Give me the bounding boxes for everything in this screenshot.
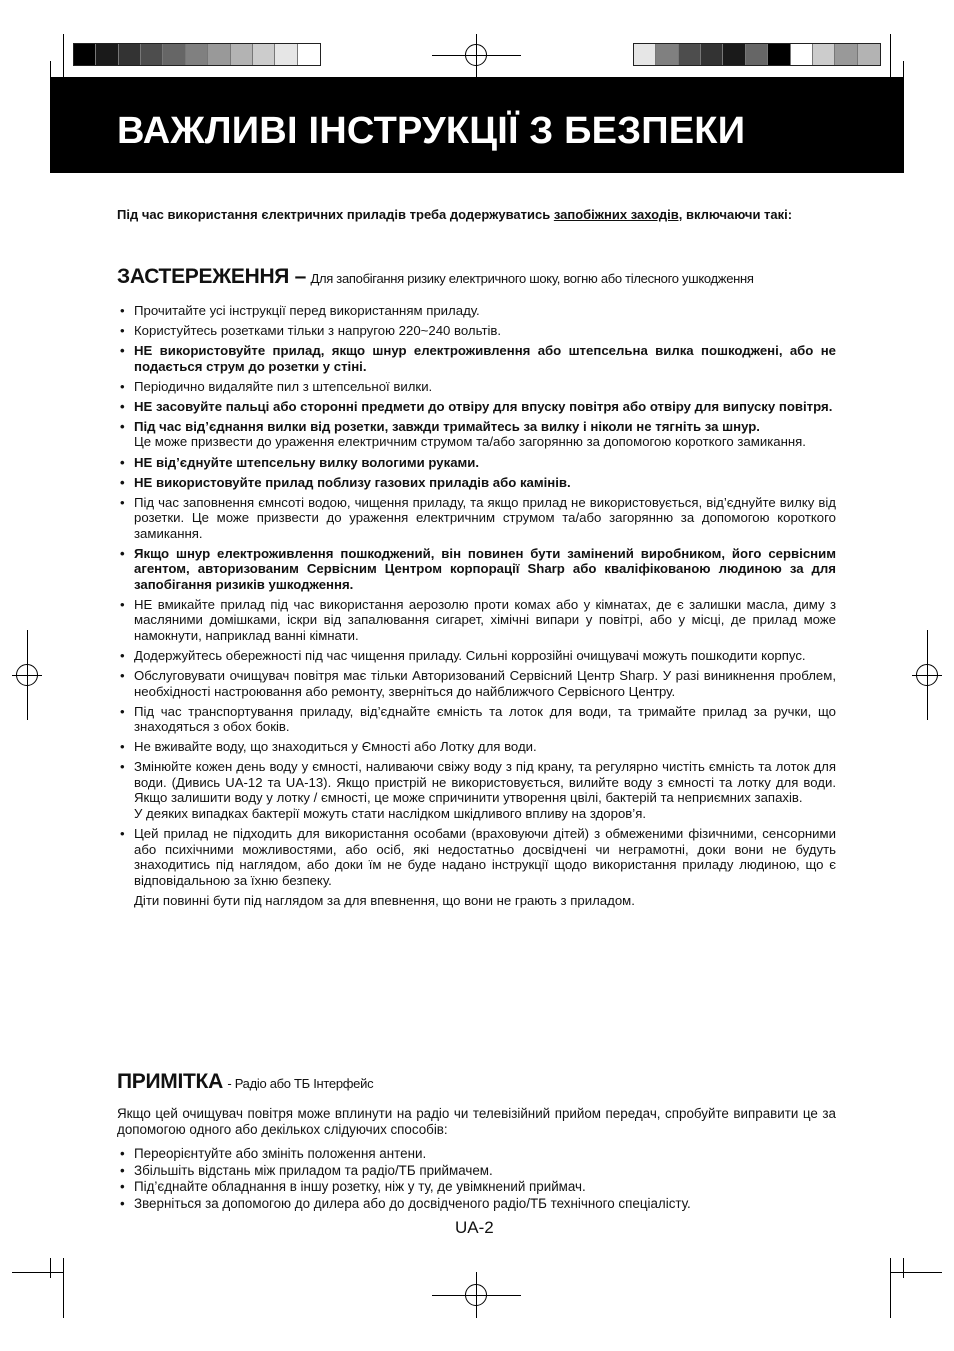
warning-item	[119, 495, 836, 542]
color-swatch	[141, 44, 163, 65]
warning-item	[119, 739, 836, 755]
warning-item	[119, 379, 836, 395]
warning-item	[119, 648, 836, 664]
warning-item-text: Змінюйте кожен день воду у ємності, наливаючи свіжу воду з під крану, та регулярно чистіть ємність та лоток для води. (Дивись UA-12 та UA-13). Якщо пристрій не використовується, вилийте воду з ємності та лотку для води. Якщо залишити воду у лотку / ємності, це може спричинити утворення цвілі, бактерій та неприємних запахів.	[134, 759, 836, 806]
color-swatch	[275, 44, 297, 65]
warning-item	[119, 759, 836, 821]
intro-underlined: запобіжних заходів,	[553, 207, 683, 222]
color-swatch	[701, 44, 723, 65]
warning-item	[119, 419, 836, 450]
warning-item	[119, 668, 836, 699]
warning-list	[119, 303, 836, 913]
color-swatch	[858, 44, 880, 65]
note-item: • Переорієнтуйте або змініть положення антени.	[119, 1146, 836, 1163]
warning-item-text: Обслуговувати очищувач повітря має тільки Авторизований Сервісний Центр Sharp. У разі виникнення проблем, необхідності настроювання або ремонту, зверніться до найближчого Сервісного Центру.	[134, 668, 836, 699]
warning-item-text: Не вживайте воду, що знаходиться у Ємності або Лотку для води.	[134, 739, 537, 755]
color-swatch	[231, 44, 253, 65]
warning-item-text: Користуйтесь розетками тільки з напругою 220~240 вольтів.	[134, 323, 502, 339]
color-swatch	[746, 44, 768, 65]
color-swatch	[656, 44, 678, 65]
note-list	[119, 1146, 836, 1212]
warning-item-text: НЕ використовуйте прилад поблизу газових приладів або камінів.	[134, 474, 571, 490]
registration-mark-left-icon	[16, 664, 38, 686]
note-item: • Під’єднайте обладнання в іншу розетку, ніж у ту, де увімкнений приймач.	[119, 1179, 836, 1196]
color-swatch	[186, 44, 208, 65]
intro-paragraph	[117, 206, 836, 223]
note-title: ПРИМІТКА	[117, 1070, 223, 1093]
color-swatch	[634, 44, 656, 65]
note-paragraph: Якщо цей очищувач повітря може вплинути на радіо чи телевізійний прийом передач, спробуйте виправити це за допомогою одного або декількох слідуючих способів:	[117, 1106, 836, 1137]
color-swatch	[163, 44, 185, 65]
warning-item-extra-text: Це може призвести до ураження електричним струмом та/або загорянню за допомогою короткого замикання.	[134, 434, 806, 450]
note-item: • Зверніться за допомогою до дилера або до досвідченого радіо/ТБ технічного спеціалісту.	[119, 1196, 836, 1213]
warning-item-text: Періодично видаляйте пил з штепсельної вилки.	[134, 378, 433, 394]
registration-mark-right-icon	[916, 664, 938, 686]
color-swatch	[679, 44, 701, 65]
page-title: ВАЖЛИВІ ІНСТРУКЦІЇ З БЕЗПЕКИ	[117, 110, 746, 152]
warning-item-text: НЕ використовуйте прилад, якщо шнур електроживлення або штепсельна вилка пошкоджені, або не подається струм до розетки у стіні.	[134, 343, 836, 374]
color-swatch	[723, 44, 745, 65]
warning-item-text: Прочитайте усі інструкції перед використанням приладу.	[134, 303, 480, 318]
intro-text: Під час використання єлектричних приладів треба додержуватись	[117, 207, 554, 222]
warning-item-extra-text: У деяких випадках бактерії можуть стати наслідком шкідливого впливу на здоров’я.	[134, 805, 647, 821]
color-swatch	[208, 44, 230, 65]
warning-item	[119, 826, 836, 888]
warning-item	[119, 704, 836, 735]
title-banner	[50, 77, 904, 173]
color-swatch	[96, 44, 118, 65]
warning-item-text: НЕ вмикайте прилад під час використання аерозолю проти комах або у кімнатах, де є залишки масла, диму з масляними домішками, іскри від запалювання сигарет, хімічні випари у повітрі, або у місці, де прилад може намокнути, наприклад ванні кімнати.	[134, 596, 836, 643]
color-calibration-bar-right	[633, 43, 881, 66]
warning-item	[119, 893, 836, 909]
note-heading	[117, 1070, 373, 1094]
color-swatch	[253, 44, 275, 65]
color-swatch	[298, 44, 320, 65]
warning-item-text: НЕ засовуйте пальці або сторонні предмети до отвіру для впуску повітря або отвіру для випуску повітря.	[134, 398, 833, 414]
color-swatch	[768, 44, 790, 65]
warning-item	[119, 343, 836, 374]
warning-item	[119, 475, 836, 491]
warning-item-text: НЕ від’єднуйте штепсельну вилку вологими руками.	[134, 454, 480, 470]
warning-item	[119, 303, 836, 319]
warning-item-text: Додержуйтесь обережності під час чищення приладу. Сильні коррозійні очищувачі можуть пошкодити корпус.	[134, 648, 806, 664]
warning-item	[119, 455, 836, 471]
warning-item-text: Діти повинні бути під наглядом за для впевнення, що вони не грають з приладом.	[134, 892, 635, 908]
color-swatch	[119, 44, 141, 65]
color-swatch	[791, 44, 813, 65]
color-swatch	[74, 44, 96, 65]
warning-item	[119, 546, 836, 593]
grayscale-calibration-bar-left	[73, 43, 321, 66]
warning-title: ЗАСТЕРЕЖЕННЯ –	[117, 265, 307, 288]
registration-mark-bottom-icon	[465, 1284, 487, 1306]
warning-item-text: Цей прилад не підходить для використання особами (враховуючи дітей) з обмеженими фізичними, сенсорними або психічними можливостями, або осіб, які недостатньо досвідчені чи неграмотні, доки вони не будуть знаходитись під наглядом, або доки їм не буде надано інструкції щодо використання приладу людиною, що є відповідальною за їхню безпеку.	[134, 826, 836, 888]
color-swatch	[835, 44, 857, 65]
note-item: • Збільшіть відстань між приладом та радіо/ТБ приймачем.	[119, 1163, 836, 1180]
warning-item-text: Якщо шнур електроживлення пошкоджений, він повинен бути замінений виробником, його сервісним агентом, авторизованим Сервісним Центром корпорації Sharp або кваліфікованою людиною за для запобігання ризиків ушкодження.	[134, 545, 836, 592]
warning-item-text: Під час транспортування приладу, від’єднайте ємність та лоток для води, та тримайте прилад за ручки, що знаходяться з обох боків.	[134, 703, 836, 735]
intro-text-end: включаючи такі:	[682, 207, 793, 222]
warning-item	[119, 323, 836, 339]
registration-mark-top-icon	[465, 44, 487, 66]
note-subtitle: - Радіо або ТБ Інтерфейс	[227, 1076, 374, 1091]
color-swatch	[813, 44, 835, 65]
warning-item-text: Під час від’єднання вилки від розетки, завжди тримайтесь за вилку і ніколи не тягніть за шнур.	[134, 418, 760, 434]
warning-item	[119, 597, 836, 644]
warning-heading	[117, 265, 754, 289]
warning-subtitle: Для запобігання ризику електричного шоку, вогню або тілесного ушкодження	[310, 271, 754, 286]
warning-item-text: Під час заповнення ємнсоті водою, чищення приладу, та якщо прилад не використовується, від’єднуйте вилку від розетки. Це може призвести до ураження електричним струмом та/або загорянню за допомогою короткого замикання.	[134, 494, 836, 541]
warning-item	[119, 399, 836, 415]
page-number: UA-2	[455, 1218, 494, 1237]
